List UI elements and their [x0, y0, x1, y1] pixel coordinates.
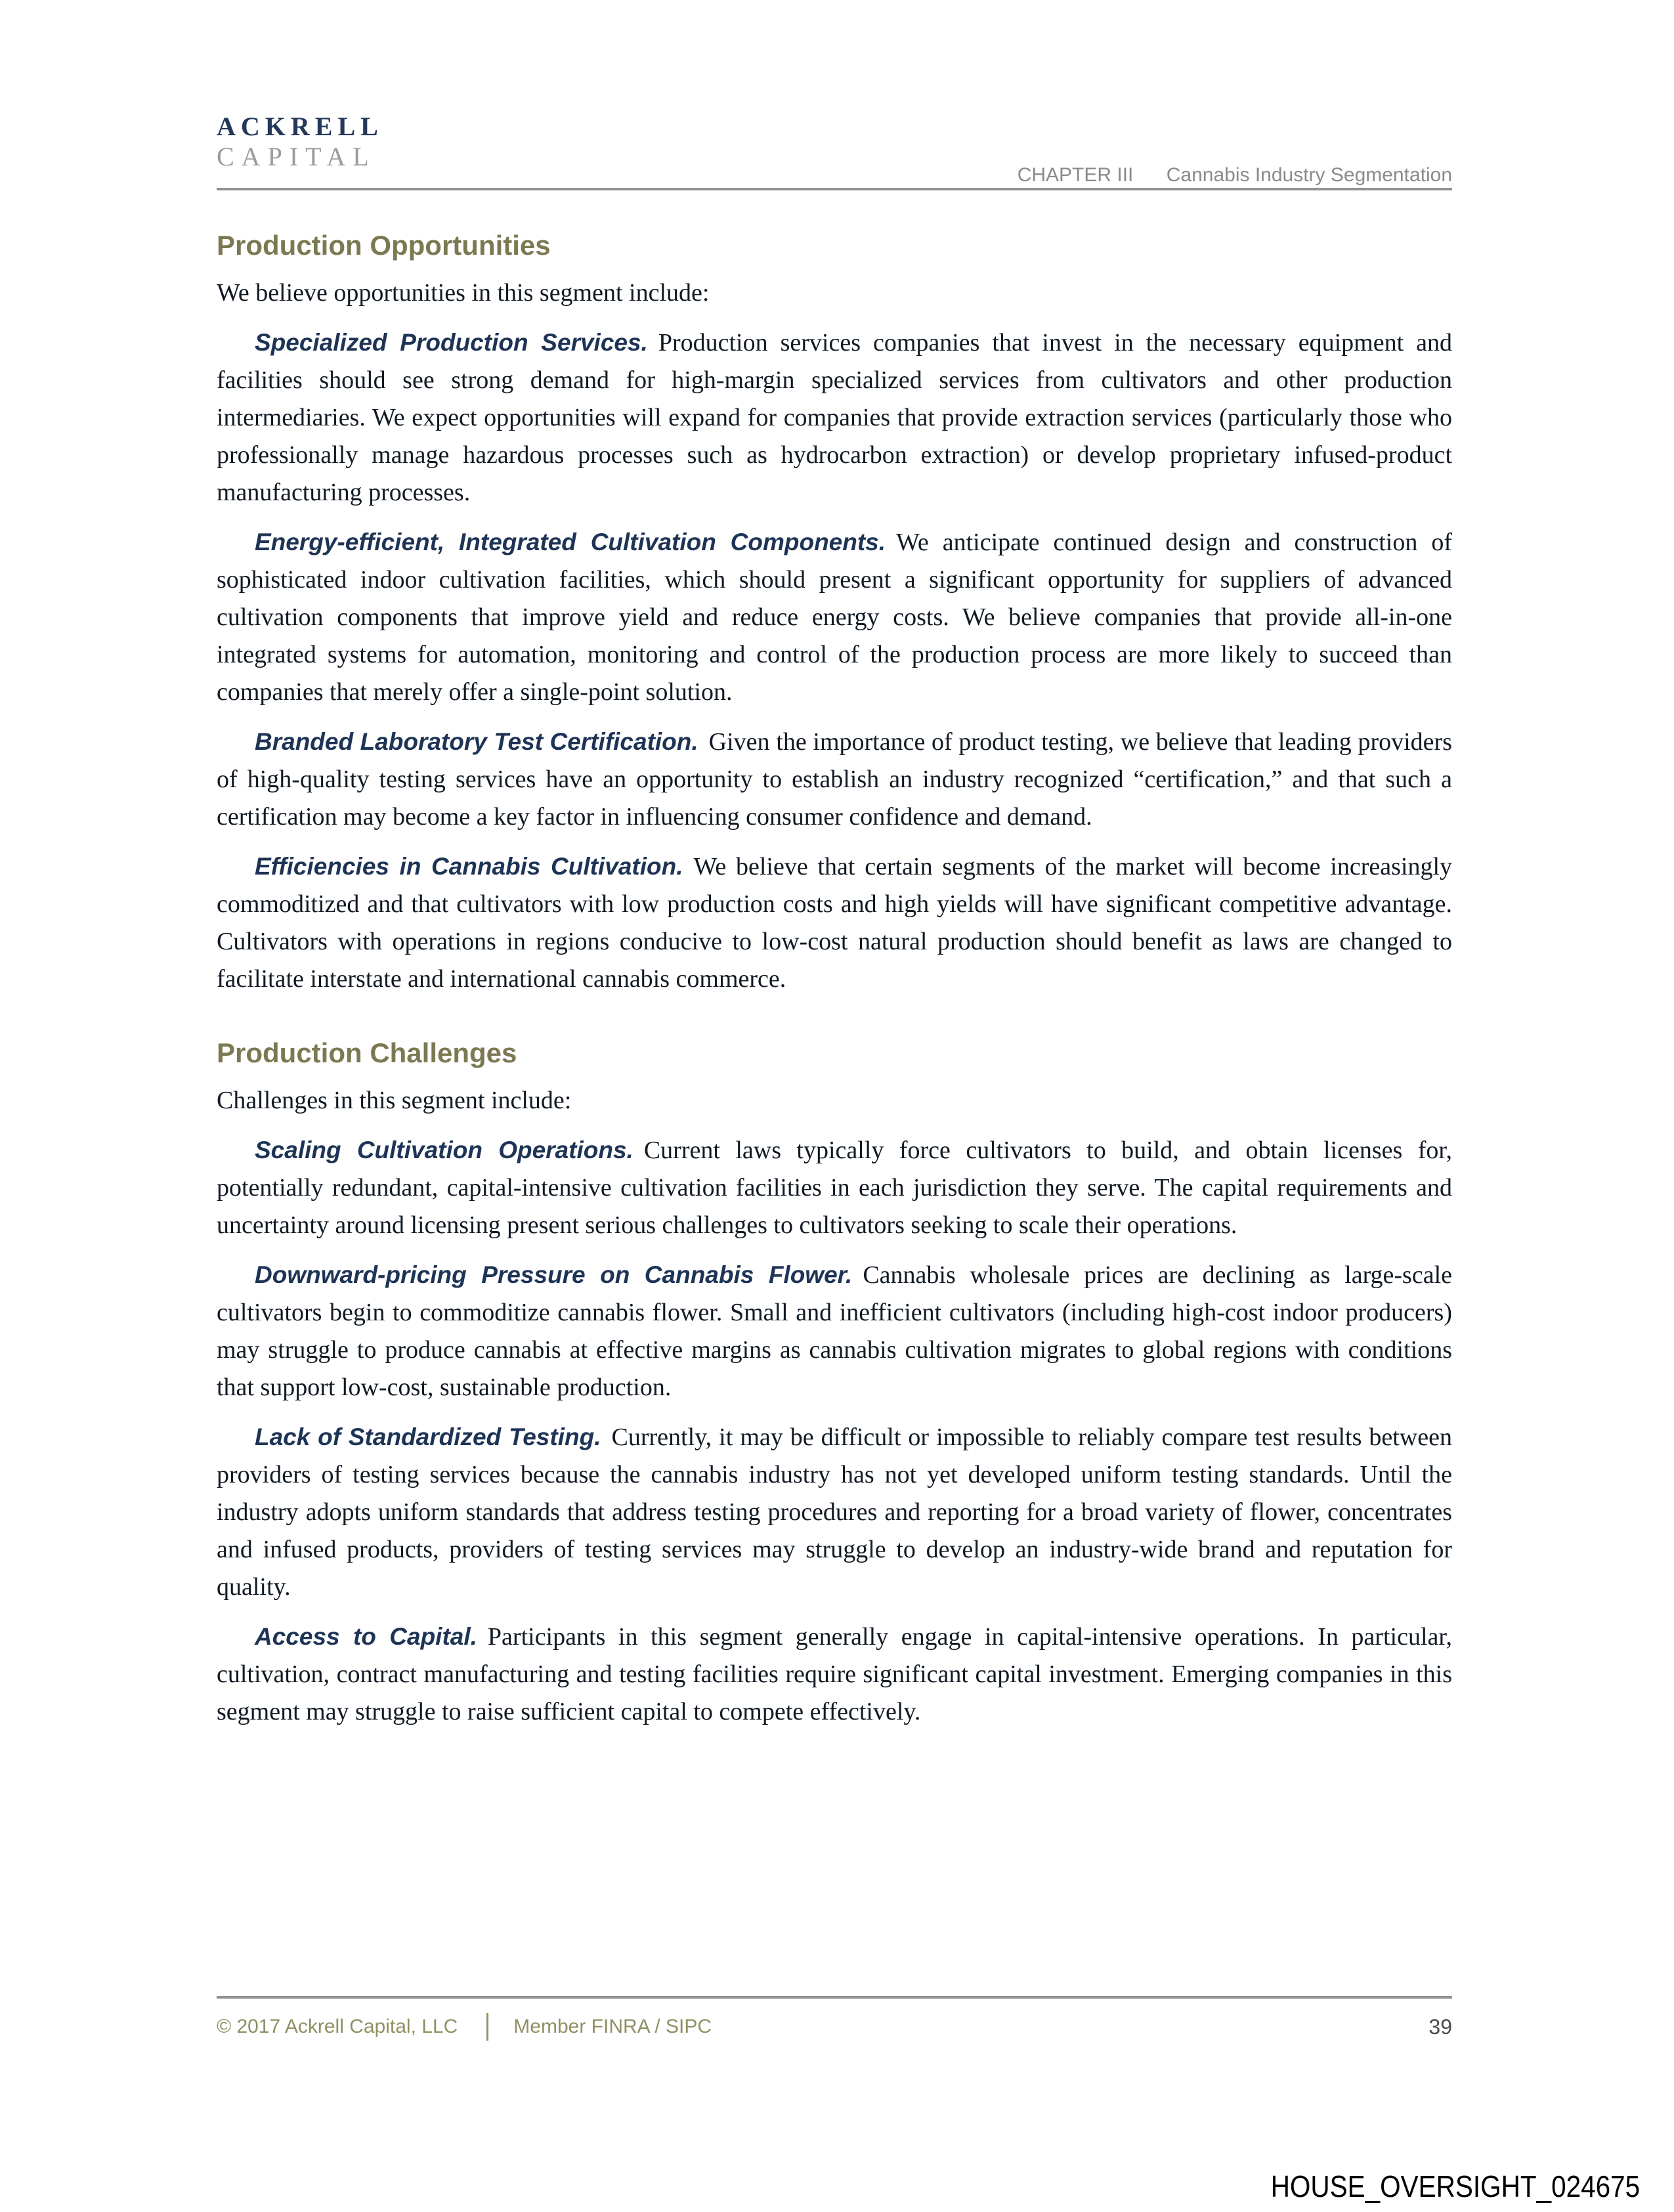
paragraph-access-to-capital [217, 1618, 1452, 1731]
section-heading-challenges: Production Challenges [217, 1037, 517, 1068]
footer-membership: Member FINRA / SIPC [513, 2016, 712, 2037]
paragraph-scaling-cultivation [217, 1131, 1452, 1244]
paragraph-title: Specialized Production Services. [255, 329, 648, 356]
footer-copyright: © 2017 Ackrell Capital, LLC [217, 2016, 458, 2037]
paragraph-text: Given the importance of product testing, we believe that leading providers of high-quality testing services have an opportunity to establish an industry recognized “certification,” and that such a certification may become a key factor in influencing consumer confidence and demand. [217, 728, 1452, 831]
paragraph-title: Downward-pricing Pressure on Cannabis Flower. [255, 1261, 853, 1288]
section-intro-challenges: Challenges in this segment include: [217, 1087, 572, 1114]
chapter-header [1018, 164, 1452, 186]
page-footer [217, 1996, 1452, 2041]
paragraph-title: Efficiencies in Cannabis Cultivation. [255, 853, 683, 880]
paragraph-text: We anticipate continued design and construction of sophisticated indoor cultivation facilities, which should present a significant opportunity for suppliers of advanced cultivation components that improve yield and reduce energy costs. We believe companies that provide all-in-one integrated systems for automation, monitoring and control of the production process are more likely to succeed than companies that merely offer a single-point solution. [217, 529, 1453, 706]
footer-rule [217, 1996, 1452, 1999]
chapter-label: CHAPTER III [1017, 164, 1134, 186]
paragraph-text: Current laws typically force cultivators to build, and obtain licenses for, potentially redundant, capital-intensive cultivation facilities in each jurisdiction they serve. The capital requirements and uncertainty around licensing present serious challenges to cultivators seeking to scale their operations. [217, 1137, 1452, 1239]
chapter-title: Cannabis Industry Segmentation [1166, 164, 1452, 186]
section-heading-opportunities: Production Opportunities [217, 230, 551, 261]
paragraph-text: Participants in this segment generally engage in capital-intensive operations. In particular, cultivation, contract manufacturing and testing facilities require significant capital investment. Emerging companies in this segment may struggle to raise sufficient capital to compete effectively. [217, 1623, 1452, 1725]
paragraph-branded-lab-certification [217, 723, 1452, 836]
page-number: 39 [1428, 2014, 1452, 2039]
paragraph-specialized-production-services [217, 324, 1452, 511]
page-header [217, 0, 1452, 190]
paragraph-text: Currently, it may be difficult or impossible to reliably compare test results between providers of testing services because the cannabis industry has not yet developed uniform testing standards. Until the industry adopts uniform standards that address testing procedures and reporting for a broad variety of flower, concentrates and infused products, providers of testing services may struggle to develop an industry-wide brand and reputation for quality. [217, 1423, 1452, 1601]
paragraph-text: We believe that certain segments of the market will become increasingly commoditized and that cultivators with low production costs and high yields will have significant competitive advantage. Cultivators with operations in regions conducive to low-cost natural production should benefit as laws are changed to facilitate interstate and international cannabis commerce. [217, 853, 1452, 993]
company-logo-line1: ACKRELL [217, 112, 383, 141]
paragraph-title: Branded Laboratory Test Certification. [255, 728, 698, 755]
paragraph-title: Access to Capital. [255, 1623, 477, 1650]
section-intro-opportunities: We believe opportunities in this segment include: [217, 279, 710, 307]
header-rule [217, 188, 1452, 190]
footer-row [217, 2013, 1452, 2041]
paragraph-efficiencies-cultivation [217, 848, 1452, 998]
company-logo-line2: CAPITAL [217, 142, 376, 171]
paragraph-title: Scaling Cultivation Operations. [255, 1137, 633, 1163]
paragraph-energy-efficient-components [217, 523, 1452, 711]
paragraph-downward-pricing [217, 1256, 1452, 1406]
paragraph-title: Energy-efficient, Integrated Cultivation Components. [255, 529, 886, 555]
bates-stamp: HOUSE_OVERSIGHT_024675 [1270, 2169, 1640, 2203]
paragraph-title: Lack of Standardized Testing. [255, 1423, 601, 1450]
paragraph-lack-standardized-testing [217, 1418, 1452, 1606]
paragraph-text: Cannabis wholesale prices are declining as large-scale cultivators begin to commoditize cannabis flower. Small and inefficient cultivators (including high-cost indoor producers) may struggle to produce cannabis at effective margins as cannabis cultivation migrates to global regions with conditions that support low-cost, sustainable production. [217, 1261, 1453, 1401]
footer-separator [486, 2013, 488, 2041]
paragraph-text: Production services companies that invest in the necessary equipment and facilities should see strong demand for high-margin specialized services from cultivators and other production intermediaries. We expect opportunities will expand for companies that provide extraction services (particularly those who professionally manage hazardous processes such as hydrocarbon extraction) or develop proprietary infused-product manufacturing processes. [217, 329, 1452, 506]
